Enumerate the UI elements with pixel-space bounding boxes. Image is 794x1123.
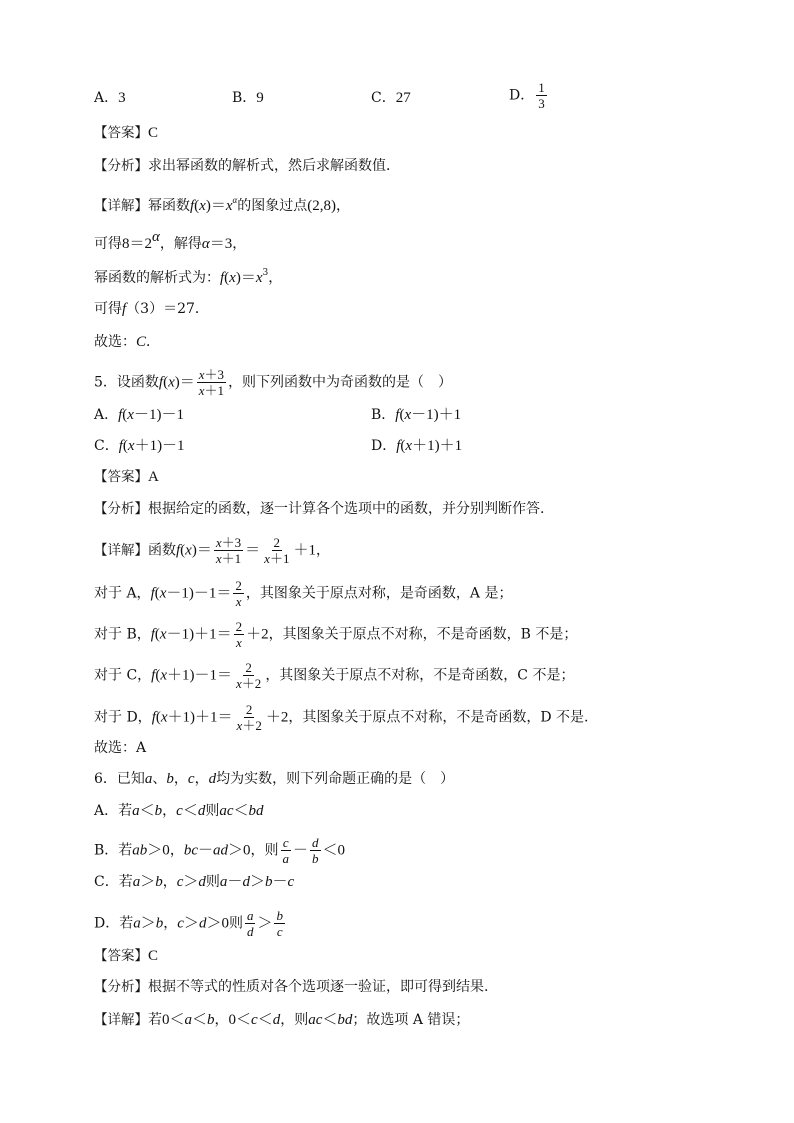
q4-detail-line-1: 【详解】幂函数$f(x)=x^\alpha$的图象过点(2,8)，	[94, 195, 350, 214]
q4-detail-line-3: 幂函数的解析式为：$f(x)=x^3$，	[94, 268, 283, 286]
q6-option-d: D．若a＞b，c＞d＞0则 $\frac{a}{d}$ ＞ $\frac{b}{c}$	[94, 908, 283, 939]
q4-option-d: D． $\frac{1}{3}$	[509, 80, 545, 111]
q4-detail-line-4: 可得f（3）＝27．	[94, 301, 209, 317]
q4-answer: 【答案】C	[94, 125, 159, 141]
q4-option-c: C．27	[371, 90, 411, 106]
q4-option-b: B．9	[232, 90, 264, 106]
q5-choose: 故选：A	[94, 740, 147, 756]
q5-detail-b: 对于 B，f(x－1)＋1＝ $\frac{2}{x}$ ＋2，其图象关于原点不对称，不是奇函数，B 不是；	[94, 619, 578, 650]
q6-stem: 6．已知a、b，c，d均为实数，则下列命题正确的是（ ）	[94, 771, 455, 787]
q5-detail-c: 对于 C，f(x＋1)－1＝ $\frac{2}{x+2}$ ，其图象关于原点不对称，不是奇函数，C 不是；	[94, 660, 575, 691]
q4-option-a: A．3	[94, 90, 126, 106]
q5-option-b: B．f(x－1)＋1	[371, 407, 462, 423]
q5-answer: 【答案】A	[94, 469, 159, 485]
q5-detail: 【详解】函数f(x)＝ $\frac{x+3}{x+1}$ ＝ $\frac{2}{x+1}$ ＋1，	[94, 535, 330, 566]
q5-analysis: 【分析】根据给定的函数，逐一计算各个选项中的函数，并分别判断作答.	[94, 501, 545, 517]
q4-analysis: 【分析】求出幂函数的解析式，然后求解函数值．	[94, 158, 400, 174]
q5-stem: 5．设函数f(x)＝ $\frac{x+3}{x+1}$ ，则下列函数中为奇函数的是（ ）	[94, 367, 453, 398]
q6-answer: 【答案】C	[94, 948, 159, 964]
q6-detail: 【详解】若0＜a＜b，0＜c＜d，则ac＜bd；故选项 A 错误；	[94, 1012, 470, 1028]
q6-option-c: C．若a＞b，c＞d则a－d＞b－c	[94, 874, 295, 890]
q6-option-b: B．若ab＞0，bc－ad＞0，则 $\frac{c}{a}$ － $\frac{d}{b}$ ＜0	[94, 835, 346, 866]
q5-option-c: C．f(x＋1)－1	[94, 438, 185, 454]
q5-detail-a: 对于 A，f(x－1)－1＝ $\frac{2}{x}$ ，其图象关于原点对称，是奇函数，A 是；	[94, 578, 513, 609]
q5-detail-d: 对于 D，f(x＋1)＋1＝ $\frac{2}{x+2}$ ＋2，其图象关于原点不对称，不是奇函数，D 不是.	[94, 702, 589, 733]
q4-detail-line-2: 可得$8=2^\alpha$，解得α＝3，	[94, 229, 247, 252]
q5-option-d: D．f(x＋1)＋1	[371, 438, 463, 454]
q6-option-a: A．若a＜b，c＜d则ac＜bd	[94, 803, 264, 819]
q5-option-a: A．f(x－1)－1	[94, 407, 184, 423]
q6-analysis: 【分析】根据不等式的性质对各个选项逐一验证，即可得到结果.	[94, 979, 489, 995]
q4-choose: 故选：C．	[94, 334, 161, 350]
